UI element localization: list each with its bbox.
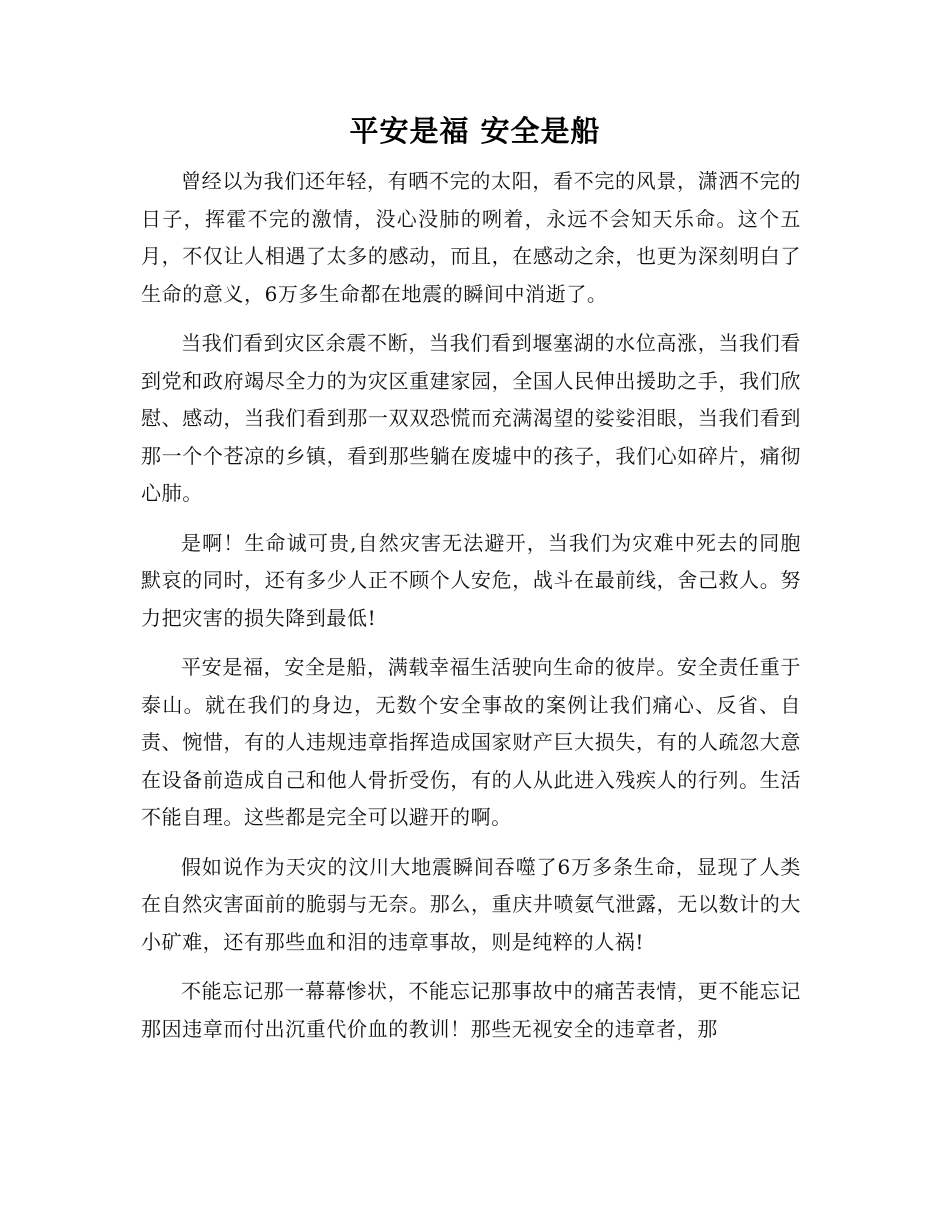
document-body — [141, 163, 801, 1060]
paragraph-6: 不能忘记那一幕幕惨状，不能忘记那事故中的痛苦表情，更不能忘记那因违章而付出沉重代价血的教训！那些无视安全的违章者，那 — [141, 979, 801, 1041]
paragraph-3: 是啊！生命诚可贵,自然灾害无法避开，当我们为灾难中死去的同胞默哀的同时，还有多少人正不顾个人安危，战斗在最前线，舍己救人。努力把灾害的损失降到最低! — [141, 530, 801, 630]
paragraph-2: 当我们看到灾区余震不断，当我们看到堰塞湖的水位高涨，当我们看到党和政府竭尽全力的为灾区重建家园，全国人民伸出援助之手，我们欣慰、感动，当我们看到那一双双恐慌而充满渴望的娑娑泪眼，当我们看到那一个个苍凉的乡镇，看到那些躺在废墟中的孩子，我们心如碎片，痛彻心肺。 — [141, 331, 801, 505]
paragraph-1: 曾经以为我们还年轻，有晒不完的太阳，看不完的风景，潇洒不完的日子，挥霍不完的激情，没心没肺的咧着，永远不会知天乐命。这个五月，不仅让人相遇了太多的感动，而且，在感动之余，也更为深刻明白了生命的意义，6万多生命都在地震的瞬间中消逝了。 — [141, 169, 801, 306]
paragraph-5: 假如说作为天灾的汶川大地震瞬间吞噬了6万多条生命，显现了人类在自然灾害面前的脆弱与无奈。那么，重庆井喷氨气泄露，无以数计的大小矿难，还有那些血和泪的违章事故，则是纯粹的人祸! — [141, 854, 801, 954]
document-title: 平安是福 安全是船 — [349, 114, 601, 148]
paragraph-4: 平安是福，安全是船，满载幸福生活驶向生命的彼岸。安全责任重于泰山。就在我们的身边，无数个安全事故的案例让我们痛心、反省、自责、惋惜，有的人违规违章指挥造成国家财产巨大损失，有的人疏忽大意在设备前造成自己和他人骨折受伤，有的人从此进入残疾人的行列。生活不能自理。这些都是完全可以避开的啊。 — [141, 655, 801, 829]
